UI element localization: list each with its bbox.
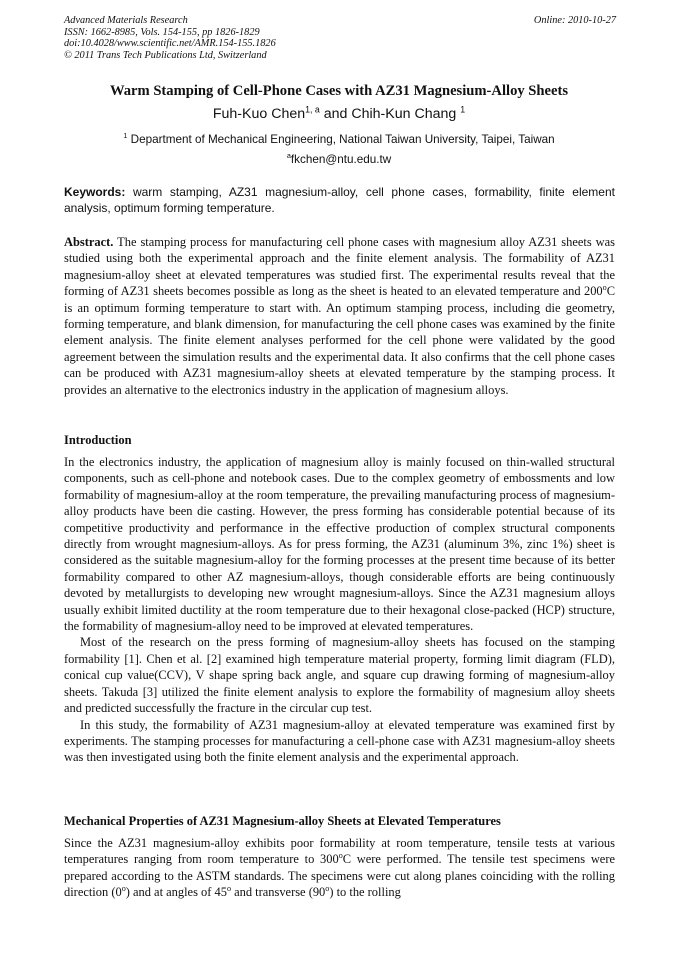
- mechanical-paragraph: [64, 835, 615, 901]
- abstract-label: Abstract.: [64, 235, 114, 249]
- author-line: [30, 106, 648, 122]
- affiliation: [30, 133, 648, 146]
- online-date: Online: 2010-10-27: [533, 15, 616, 26]
- mech-text-2: C were performed. The tensile test specimens were prepared according to the ASTM standards. The specimens were cut along planes coinciding with the rolling direction (0: [64, 852, 615, 900]
- author-2-affiliation-mark: 1: [460, 104, 466, 115]
- mech-text-4: and transverse (90: [230, 885, 326, 900]
- degree-mark: o: [338, 851, 343, 861]
- journal-copyright: © 2011 Trans Tech Publications Ltd, Switzerland: [64, 49, 267, 61]
- abstract-text-2: C is an optimum forming temperature to start with. An optimum stamping process, including die geometry, forming temperature, and blank dimension, for manufacturing the cell phone cases was examined by the finite element analysis. The finite element analyses performed for the cell phone were validated by the good agreement between the simulation results and the experimental data. It also confirms that the cell phone cases can be produced with AZ31 magnesium-alloy sheets at elevated temperature by the stamping process. It provides an alternative to the electronics industry in the application of magnesium alloys.: [64, 284, 615, 397]
- author-2: Chih-Kun Chang: [351, 106, 457, 122]
- intro-paragraph-2: Most of the research on the press forming of magnesium-alloy sheets has focused on the stamping formability [1]. Chen et al. [2] examined high temperature material property, forming limit diagram (FLD), conical cup value(CCV), V shape spring back angle, and square cup drawing forming of magnesium-alloy sheets. Takuda [3] utilized the finite element analysis to explore the formability of magnesium alloy sheets and predicted successfully the fracture in the circular cup test.: [64, 635, 615, 716]
- introduction-heading: Introduction: [64, 433, 132, 447]
- mechanical-properties-heading: Mechanical Properties of AZ31 Magnesium-alloy Sheets at Elevated Temperatures: [64, 814, 501, 828]
- intro-paragraph-1: In the electronics industry, the application of magnesium alloy is mainly focused on thin-walled structural components, such as cell-phone and notebook cases. Due to the complex geometry of embossments and low formability of magnesium-alloy at the room temperature, the prevailing manufacturing process of magnesium-alloy products have been die casting. However, the press forming has considerable potential because of its competitive productivity and performance in the effective production of complex structural components directly from wrought magnesium-alloys. As for press forming, the AZ31 (aluminum 3%, zinc 1%) sheet is considered as the suitable magnesium-alloy for the forming processes at the present time because of its better formability compared to other AZ magnesium-alloys, though considerable efforts are being continuously devoted by metallurgists to developing new wrought magnesium-alloys. Since the AZ31 magnesium alloys usually exhibit limited ductility at the room temperature due to their hexagonal close-packed (HCP) structure, the formability of magnesium-alloy need to be improved at elevated temperatures.: [64, 455, 615, 634]
- mech-text-3: ) and at angles of 45: [125, 885, 227, 900]
- keywords-text: warm stamping, AZ31 magnesium-alloy, cell phone cases, formability, finite element analysis, optimum forming temperature.: [64, 185, 615, 215]
- affiliation-text: Department of Mechanical Engineering, National Taiwan University, Taipei, Taiwan: [130, 133, 555, 146]
- keywords-label: Keywords:: [64, 185, 126, 199]
- author-1-affiliation-mark: 1, a: [305, 104, 320, 115]
- mech-text-1: Since the AZ31 magnesium-alloy exhibits poor formability at room temperature, tensile tests at various temperatures ranging from room temperature to 300: [64, 836, 615, 867]
- author-conjunction: and: [319, 106, 352, 122]
- affiliation-mark: 1: [123, 131, 128, 141]
- degree-mark: o: [121, 884, 126, 894]
- degree-mark: o: [226, 884, 231, 894]
- journal-name: Advanced Materials Research: [64, 15, 188, 26]
- intro-paragraph-3: In this study, the formability of AZ31 magnesium-alloy at elevated temperature was examined first by experiments. The stamping processes for manufacturing a cell-phone case with AZ31 magnesium-alloy sheets was then investigated using both the finite element analysis and the experimental approach.: [64, 717, 615, 765]
- abstract-paragraph: [64, 234, 615, 398]
- degree-mark: o: [602, 283, 607, 293]
- author-email: [30, 153, 648, 166]
- abstract-text-1: The stamping process for manufacturing cell phone cases with magnesium alloy AZ31 sheets was studied using both the experimental approach and the finite element analysis. The formability of AZ31 magnesium-alloy sheet at elevated temperatures was studied first. The experimental results reveal that the forming of AZ31 sheets becomes possible as long as the sheet is heated to an elevated temperature and 200: [64, 235, 615, 299]
- degree-mark: o: [325, 884, 330, 894]
- mechanical-properties-section: [64, 835, 615, 901]
- mech-text-5: ) to the rolling: [329, 885, 401, 900]
- abstract: [64, 234, 615, 398]
- email-mark: a: [286, 151, 291, 161]
- author-1: Fuh-Kuo Chen: [212, 106, 306, 122]
- introduction-section: [64, 454, 615, 766]
- journal-doi: doi:10.4028/www.scientific.net/AMR.154-155.1826: [64, 38, 276, 50]
- journal-header: [64, 15, 616, 61]
- keywords: [64, 185, 615, 216]
- email-text: fkchen@ntu.edu.tw: [290, 153, 392, 166]
- journal-issn: ISSN: 1662-8985, Vols. 154-155, pp 1826-1829: [64, 26, 260, 38]
- paper-title: Warm Stamping of Cell-Phone Cases with AZ31 Magnesium-Alloy Sheets: [109, 83, 569, 99]
